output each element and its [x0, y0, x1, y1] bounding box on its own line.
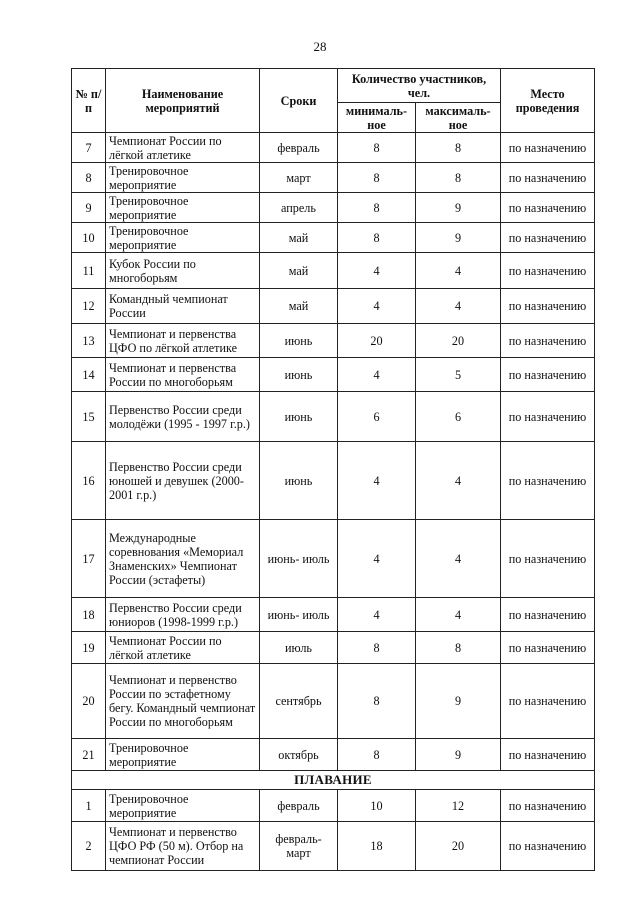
event-term: сентябрь — [260, 664, 338, 739]
event-place: по назначению — [501, 253, 595, 289]
event-place: по назначению — [501, 163, 595, 193]
event-place: по назначению — [501, 520, 595, 598]
participants-min: 4 — [338, 358, 416, 392]
row-number: 21 — [72, 739, 106, 771]
participants-min: 4 — [338, 520, 416, 598]
header-max: максималь- ное — [416, 103, 501, 133]
event-term: май — [260, 253, 338, 289]
participants-max: 8 — [416, 163, 501, 193]
event-place: по назначению — [501, 324, 595, 358]
event-name: Международные соревнования «Мемориал Знаменских» Чемпионат России (эстафеты) — [106, 520, 260, 598]
participants-max: 8 — [416, 632, 501, 664]
participants-min: 20 — [338, 324, 416, 358]
row-number: 15 — [72, 392, 106, 442]
event-term: октябрь — [260, 739, 338, 771]
event-name: Чемпионат и первенство ЦФО РФ (50 м). Отбор на чемпионат России — [106, 822, 260, 871]
row-number: 9 — [72, 193, 106, 223]
table-row — [72, 632, 595, 664]
participants-max: 9 — [416, 193, 501, 223]
table-row — [72, 358, 595, 392]
table-row — [72, 133, 595, 163]
row-number: 19 — [72, 632, 106, 664]
table-row — [72, 289, 595, 324]
event-name: Чемпионат и первенства России по многоборьям — [106, 358, 260, 392]
event-name: Чемпионат и первенство России по эстафетному бегу. Командный чемпионат России по многоборьям — [106, 664, 260, 739]
event-place: по назначению — [501, 358, 595, 392]
table-body — [72, 133, 595, 871]
participants-min: 4 — [338, 253, 416, 289]
event-place: по назначению — [501, 193, 595, 223]
section-title: ПЛАВАНИЕ — [72, 771, 595, 790]
event-term: февраль- март — [260, 822, 338, 871]
participants-max: 4 — [416, 253, 501, 289]
event-term: апрель — [260, 193, 338, 223]
event-place: по назначению — [501, 289, 595, 324]
participants-max: 20 — [416, 822, 501, 871]
row-number: 2 — [72, 822, 106, 871]
participants-min: 4 — [338, 442, 416, 520]
row-number: 17 — [72, 520, 106, 598]
table-row — [72, 442, 595, 520]
participants-min: 8 — [338, 193, 416, 223]
events-table — [71, 68, 595, 871]
header-count-group: Количество участников, чел. — [338, 69, 501, 103]
event-term: июнь — [260, 392, 338, 442]
event-name: Тренировочное мероприятие — [106, 790, 260, 822]
table-row — [72, 739, 595, 771]
participants-min: 8 — [338, 664, 416, 739]
row-number: 7 — [72, 133, 106, 163]
event-name: Командный чемпионат России — [106, 289, 260, 324]
event-term: май — [260, 223, 338, 253]
participants-max: 5 — [416, 358, 501, 392]
table-row — [72, 598, 595, 632]
event-term: май — [260, 289, 338, 324]
header-name: Наименование мероприятий — [106, 69, 260, 133]
participants-max: 12 — [416, 790, 501, 822]
event-place: по назначению — [501, 664, 595, 739]
event-name: Тренировочное мероприятие — [106, 223, 260, 253]
participants-max: 4 — [416, 520, 501, 598]
header-place: Место проведения — [501, 69, 595, 133]
participants-max: 20 — [416, 324, 501, 358]
event-term: июль — [260, 632, 338, 664]
table-row — [72, 520, 595, 598]
event-place: по назначению — [501, 442, 595, 520]
event-name: Первенство России среди молодёжи (1995 - 1997 г.р.) — [106, 392, 260, 442]
participants-min: 6 — [338, 392, 416, 442]
header-min: минималь- ное — [338, 103, 416, 133]
participants-max: 4 — [416, 598, 501, 632]
event-name: Тренировочное мероприятие — [106, 163, 260, 193]
event-place: по назначению — [501, 133, 595, 163]
event-term: февраль — [260, 133, 338, 163]
event-place: по назначению — [501, 392, 595, 442]
event-place: по назначению — [501, 223, 595, 253]
row-number: 14 — [72, 358, 106, 392]
participants-max: 4 — [416, 442, 501, 520]
event-term: июнь- июль — [260, 520, 338, 598]
participants-max: 9 — [416, 739, 501, 771]
participants-max: 9 — [416, 223, 501, 253]
row-number: 16 — [72, 442, 106, 520]
participants-min: 18 — [338, 822, 416, 871]
row-number: 13 — [72, 324, 106, 358]
event-place: по назначению — [501, 598, 595, 632]
page-number: 28 — [313, 39, 327, 54]
row-number: 10 — [72, 223, 106, 253]
event-place: по назначению — [501, 790, 595, 822]
participants-max: 9 — [416, 664, 501, 739]
table-row — [72, 253, 595, 289]
participants-min: 8 — [338, 163, 416, 193]
table-row — [72, 324, 595, 358]
row-number: 18 — [72, 598, 106, 632]
row-number: 8 — [72, 163, 106, 193]
row-number: 11 — [72, 253, 106, 289]
event-name: Первенство России среди юниоров (1998-1999 г.р.) — [106, 598, 260, 632]
event-name: Тренировочное мероприятие — [106, 193, 260, 223]
event-term: июнь — [260, 358, 338, 392]
participants-min: 8 — [338, 133, 416, 163]
participants-max: 4 — [416, 289, 501, 324]
event-term: март — [260, 163, 338, 193]
event-place: по назначению — [501, 739, 595, 771]
table-row — [72, 822, 595, 871]
table-row — [72, 790, 595, 822]
event-name: Чемпионат России по лёгкой атлетике — [106, 632, 260, 664]
table-row — [72, 163, 595, 193]
event-name: Первенство России среди юношей и девушек (2000-2001 г.р.) — [106, 442, 260, 520]
table-row — [72, 193, 595, 223]
event-name: Тренировочное мероприятие — [106, 739, 260, 771]
row-number: 1 — [72, 790, 106, 822]
event-term: июнь — [260, 442, 338, 520]
participants-min: 8 — [338, 739, 416, 771]
event-term: февраль — [260, 790, 338, 822]
event-place: по назначению — [501, 632, 595, 664]
header-row — [72, 69, 595, 103]
event-term: июнь — [260, 324, 338, 358]
table-row — [72, 664, 595, 739]
participants-min: 4 — [338, 598, 416, 632]
row-number: 20 — [72, 664, 106, 739]
table-row — [72, 223, 595, 253]
header-num: № п/п — [72, 69, 106, 133]
header-term: Сроки — [260, 69, 338, 133]
event-name: Кубок России по многоборьям — [106, 253, 260, 289]
event-name: Чемпионат и первенства ЦФО по лёгкой атлетике — [106, 324, 260, 358]
row-number: 12 — [72, 289, 106, 324]
event-term: июнь- июль — [260, 598, 338, 632]
participants-min: 8 — [338, 632, 416, 664]
participants-min: 4 — [338, 289, 416, 324]
participants-min: 10 — [338, 790, 416, 822]
event-place: по назначению — [501, 822, 595, 871]
participants-min: 8 — [338, 223, 416, 253]
event-name: Чемпионат России по лёгкой атлетике — [106, 133, 260, 163]
section-row — [72, 771, 595, 790]
table-row — [72, 392, 595, 442]
participants-max: 8 — [416, 133, 501, 163]
participants-max: 6 — [416, 392, 501, 442]
